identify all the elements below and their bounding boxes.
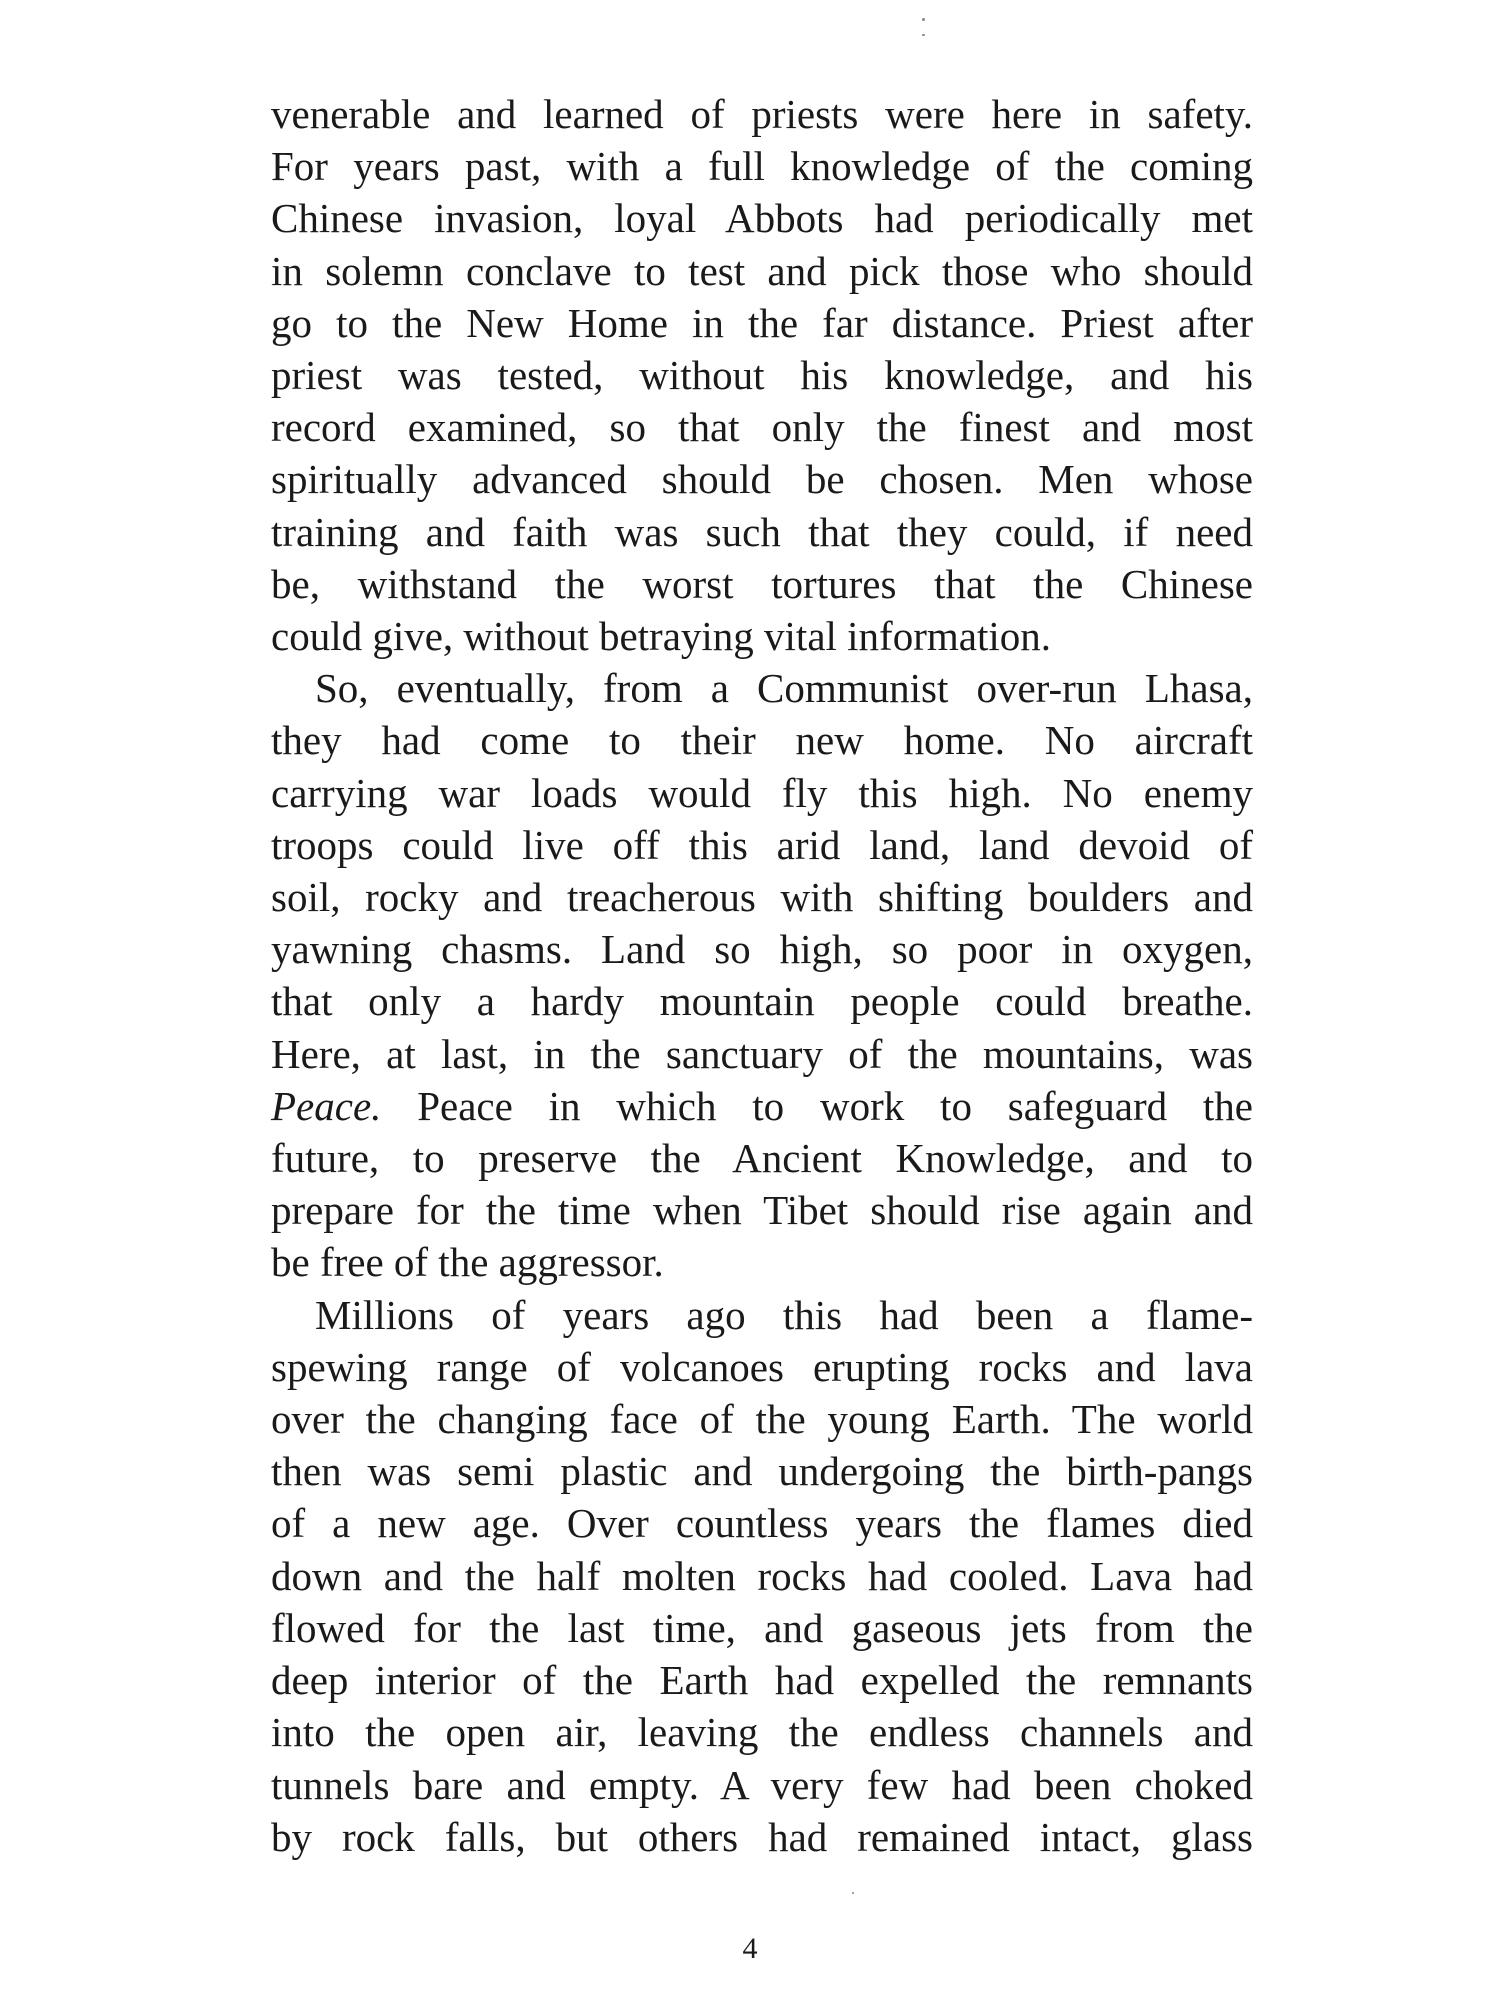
scan-speck bbox=[922, 18, 925, 21]
text-line: priest was tested, without his knowledge, and his bbox=[271, 352, 1253, 399]
paragraph bbox=[271, 1289, 1253, 1863]
paragraph bbox=[271, 662, 1253, 1288]
text-line: deep interior of the Earth had expelled the remnants bbox=[271, 1657, 1253, 1704]
text-line: training and faith was such that they could, if need bbox=[271, 508, 1253, 555]
text-line: that only a hardy mountain people could breathe. bbox=[271, 978, 1253, 1025]
text-line: future, to preserve the Ancient Knowledge, and to bbox=[271, 1135, 1253, 1182]
text-line: carrying war loads would fly this high. No enemy bbox=[271, 769, 1253, 816]
text-line: soil, rocky and treacherous with shifting boulders and bbox=[271, 874, 1253, 921]
text-line: be free of the aggressor. bbox=[271, 1239, 664, 1286]
body-text bbox=[271, 88, 1253, 1863]
text-line: into the open air, leaving the endless channels and bbox=[271, 1709, 1253, 1756]
text-line: venerable and learned of priests were here in safety. bbox=[271, 91, 1253, 137]
text-line: could give, without betraying vital information. bbox=[271, 613, 1051, 660]
text-line: tunnels bare and empty. A very few had been choked bbox=[271, 1761, 1253, 1808]
text-line: of a new age. Over countless years the flames died bbox=[271, 1500, 1253, 1547]
emphasis: Peace. bbox=[271, 1082, 382, 1129]
text-line: Chinese invasion, loyal Abbots had periodically met bbox=[271, 195, 1253, 242]
text-line: spewing range of volcanoes erupting rocks and lava bbox=[271, 1343, 1253, 1390]
text-line: Here, at last, in the sanctuary of the mountains, was bbox=[271, 1030, 1253, 1077]
text-line: over the changing face of the young Earth. The world bbox=[271, 1396, 1253, 1443]
text-line: yawning chasms. Land so high, so poor in oxygen, bbox=[271, 926, 1253, 973]
text-line: in solemn conclave to test and pick those who should bbox=[271, 247, 1253, 294]
text-line: So, eventually, from a Communist over-run Lhasa, bbox=[315, 665, 1253, 712]
text-line: Peace. Peace in which to work to safeguard the bbox=[271, 1082, 1253, 1129]
page-number: 4 bbox=[742, 1932, 758, 1965]
scan-speck bbox=[922, 34, 925, 36]
text-line: be, withstand the worst tortures that the Chinese bbox=[271, 560, 1253, 607]
text-line: by rock falls, but others had remained intact, glass bbox=[271, 1813, 1253, 1860]
text-line: Millions of years ago this had been a flame- bbox=[315, 1291, 1253, 1338]
text-line: down and the half molten rocks had cooled. Lava had bbox=[271, 1552, 1253, 1599]
text-line: they had come to their new home. No aircraft bbox=[271, 717, 1253, 764]
text-line: record examined, so that only the finest and most bbox=[271, 404, 1253, 451]
text-line: flowed for the last time, and gaseous jets from the bbox=[271, 1604, 1253, 1651]
text-line: go to the New Home in the far distance. Priest after bbox=[271, 299, 1253, 346]
scan-speck bbox=[852, 1892, 854, 1894]
text-line: troops could live off this arid land, land devoid of bbox=[271, 821, 1253, 868]
text-line: prepare for the time when Tibet should rise again and bbox=[271, 1187, 1253, 1234]
text-line: then was semi plastic and undergoing the birth-pangs bbox=[271, 1448, 1253, 1495]
text-line: For years past, with a full knowledge of the coming bbox=[271, 143, 1253, 190]
paragraph bbox=[271, 88, 1253, 662]
text-line: spiritually advanced should be chosen. Men whose bbox=[271, 456, 1253, 503]
